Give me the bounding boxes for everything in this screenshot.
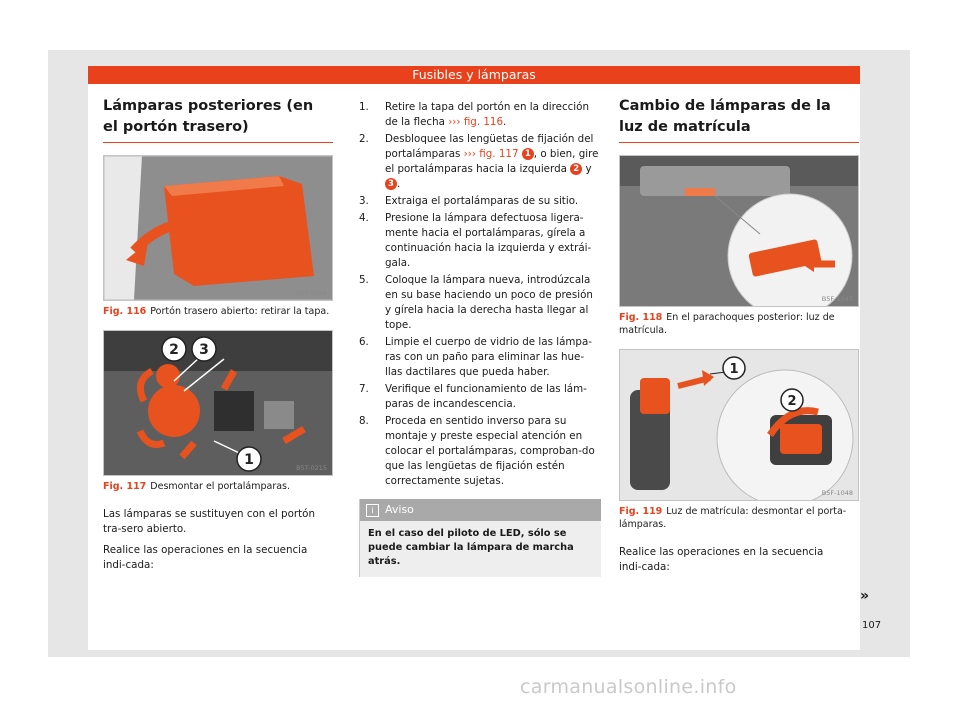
tailgate-illustration	[104, 156, 333, 300]
paragraph-intro: Las lámparas se sustituyen con el portón tra-sero abierto.	[103, 508, 315, 535]
left-column	[103, 96, 333, 573]
caption-fig-117	[103, 480, 333, 493]
chapter-title: Fusibles y lámparas	[412, 67, 536, 82]
section-title-plate-light: Cambio de lámparas de la luz de matrícula	[619, 96, 859, 143]
figure-119	[619, 349, 859, 501]
fig119-label-1: 1	[729, 362, 739, 377]
step-item: 3. Extraiga el portalámparas de su sitio.	[359, 195, 579, 207]
figure-116	[103, 155, 333, 301]
info-icon: i	[366, 504, 379, 517]
caption-text: Portón trasero abierto: retirar la tapa.	[150, 306, 330, 317]
steps-list	[359, 100, 601, 489]
continue-mark: »	[860, 588, 870, 604]
middle-column	[359, 100, 601, 577]
paragraph-sequence-right: Realice las operaciones en la secuencia indi-cada:	[619, 546, 824, 573]
step-item: 6. Limpie el cuerpo de vidrio de las lámpa-ras con un paño para eliminar las hue-llas dactilares que pueda haber.	[359, 336, 592, 378]
figure-code: B5F-1048	[821, 489, 853, 497]
figure-number: Fig. 116	[103, 306, 147, 317]
caption-text: Luz de matrícula: desmontar el porta-lámparas.	[619, 506, 847, 530]
step-item: 8. Proceda en sentido inverso para su montaje y preste especial atención en colocar el portalámparas, comproban-do que las lengüetas de fijación estén correctamente sujetas.	[359, 415, 595, 487]
right-column	[619, 96, 859, 575]
paragraph-sequence: Realice las operaciones en la secuencia indi-cada:	[103, 544, 308, 571]
caption-text: Desmontar el portalámparas.	[150, 481, 291, 492]
figure-code: B5T-0215	[296, 464, 327, 472]
caption-fig-118	[619, 311, 859, 337]
page-number: 107	[862, 620, 882, 631]
figure-number: Fig. 117	[103, 481, 147, 492]
notice-text: En el caso del piloto de LED, sólo se puede cambiar la lámpara de marcha atrás.	[368, 528, 574, 567]
step-item: 1. Retire la tapa del portón en la dirección de la flecha ››› fig. 116.	[359, 101, 589, 128]
figure-number: Fig. 119	[619, 506, 663, 517]
lampholder-illustration	[104, 331, 333, 475]
figure-code: B5F-1047	[821, 295, 853, 303]
figure-code: B5T-0266	[296, 289, 327, 297]
step-item: 2. Desbloquee las lengüetas de fijación del portalámparas ››› fig. 117 1 , o bien, gire el portalámparas hacia la izquierda 2 y 3 .	[359, 133, 599, 190]
step-item: 5. Coloque la lámpara nueva, introdúzcala en su base haciendo un poco de presión y gírela hacia la derecha hasta llegar al tope.	[359, 274, 593, 331]
callout-badge: 2	[570, 163, 582, 175]
notice-title: Aviso	[385, 503, 414, 516]
notice-box	[359, 499, 601, 577]
callout-badge: 3	[385, 178, 397, 190]
figure-118	[619, 155, 859, 307]
section-title-rear-lamps: Lámparas posteriores (en el portón trasero)	[103, 96, 333, 143]
watermark: carmanualsonline.info	[520, 676, 737, 698]
fig119-label-2: 2	[787, 394, 797, 409]
fig117-label-2: 2	[169, 342, 179, 358]
chapter-header	[88, 66, 860, 84]
fig117-label-3: 3	[199, 342, 209, 358]
figure-number: Fig. 118	[619, 312, 663, 323]
figure-link[interactable]: ››› fig. 117	[463, 148, 519, 160]
lampholder-removal-illustration	[620, 350, 859, 500]
step-item: 4. Presione la lámpara defectuosa ligera-mente hacia el portalámparas, gírela a continuación hacia la izquierda y extrái-gala.	[359, 212, 592, 269]
step-item: 7. Verifique el funcionamiento de las lám-paras de incandescencia.	[359, 383, 587, 410]
caption-text: En el parachoques posterior: luz de matrícula.	[619, 312, 835, 336]
caption-fig-119	[619, 505, 859, 531]
fig117-label-1: 1	[244, 452, 254, 468]
plate-light-illustration	[620, 156, 859, 306]
notice-header	[360, 499, 601, 521]
caption-fig-116	[103, 305, 333, 318]
figure-117	[103, 330, 333, 476]
callout-badge: 1	[522, 148, 534, 160]
figure-link[interactable]: ››› fig. 116	[448, 116, 504, 128]
